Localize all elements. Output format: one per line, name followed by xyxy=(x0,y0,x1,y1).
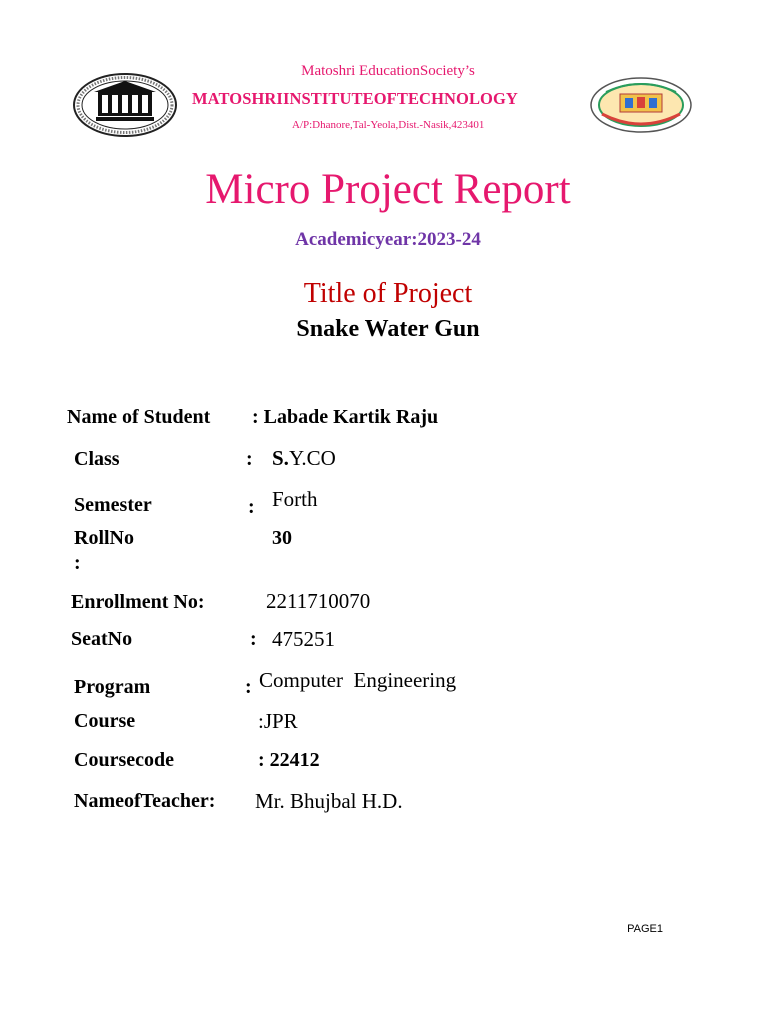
class-value: S.Y.CO xyxy=(272,446,336,470)
enrollment-label: Enrollment No: xyxy=(71,591,205,613)
teacher-value: Mr. Bhujbal H.D. xyxy=(255,789,403,813)
course-label: Course xyxy=(74,710,136,732)
class-label: Class xyxy=(74,448,120,470)
semester-value: Forth xyxy=(272,487,318,511)
class-colon: : xyxy=(246,448,253,470)
coursecode-label: Coursecode xyxy=(74,749,174,771)
semester-colon: : xyxy=(248,496,255,518)
board-seal-logo xyxy=(72,72,178,143)
student-name-label: Name of Student xyxy=(67,406,211,428)
semester-label: Semester xyxy=(74,494,152,516)
program-label: Program xyxy=(74,676,151,698)
student-name-value: : Labade Kartik Raju xyxy=(252,406,439,428)
seatno-value: 475251 xyxy=(272,627,335,651)
institute-name: MATOSHRIINSTITUTEOFTECHNOLOGY xyxy=(192,89,518,108)
teacher-label: NameofTeacher: xyxy=(74,790,216,812)
institute-address: A/P:Dhanore,Tal-Yeola,Dist.-Nasik,423401 xyxy=(292,119,485,131)
seatno-colon: : xyxy=(250,628,257,650)
enrollment-value: 2211710070 xyxy=(266,589,371,613)
institute-emblem-logo xyxy=(584,70,698,141)
coursecode-value: : 22412 xyxy=(258,749,320,771)
seatno-label: SeatNo xyxy=(71,628,133,650)
society-name: Matoshri EducationSociety’s xyxy=(301,63,475,79)
report-title: Micro Project Report xyxy=(205,166,571,213)
rollno-colon: : xyxy=(74,552,81,574)
project-title: Snake Water Gun xyxy=(296,316,480,342)
page-number: PAGE1 xyxy=(627,923,663,935)
rollno-label: RollNo xyxy=(74,527,134,549)
project-title-label: Title of Project xyxy=(303,278,473,309)
program-value: Computer Engineering xyxy=(259,668,457,692)
course-value: :JPR xyxy=(258,709,298,733)
academic-year: Academicyear:2023-24 xyxy=(295,229,481,250)
program-colon: : xyxy=(245,676,252,698)
rollno-value: 30 xyxy=(272,527,292,549)
